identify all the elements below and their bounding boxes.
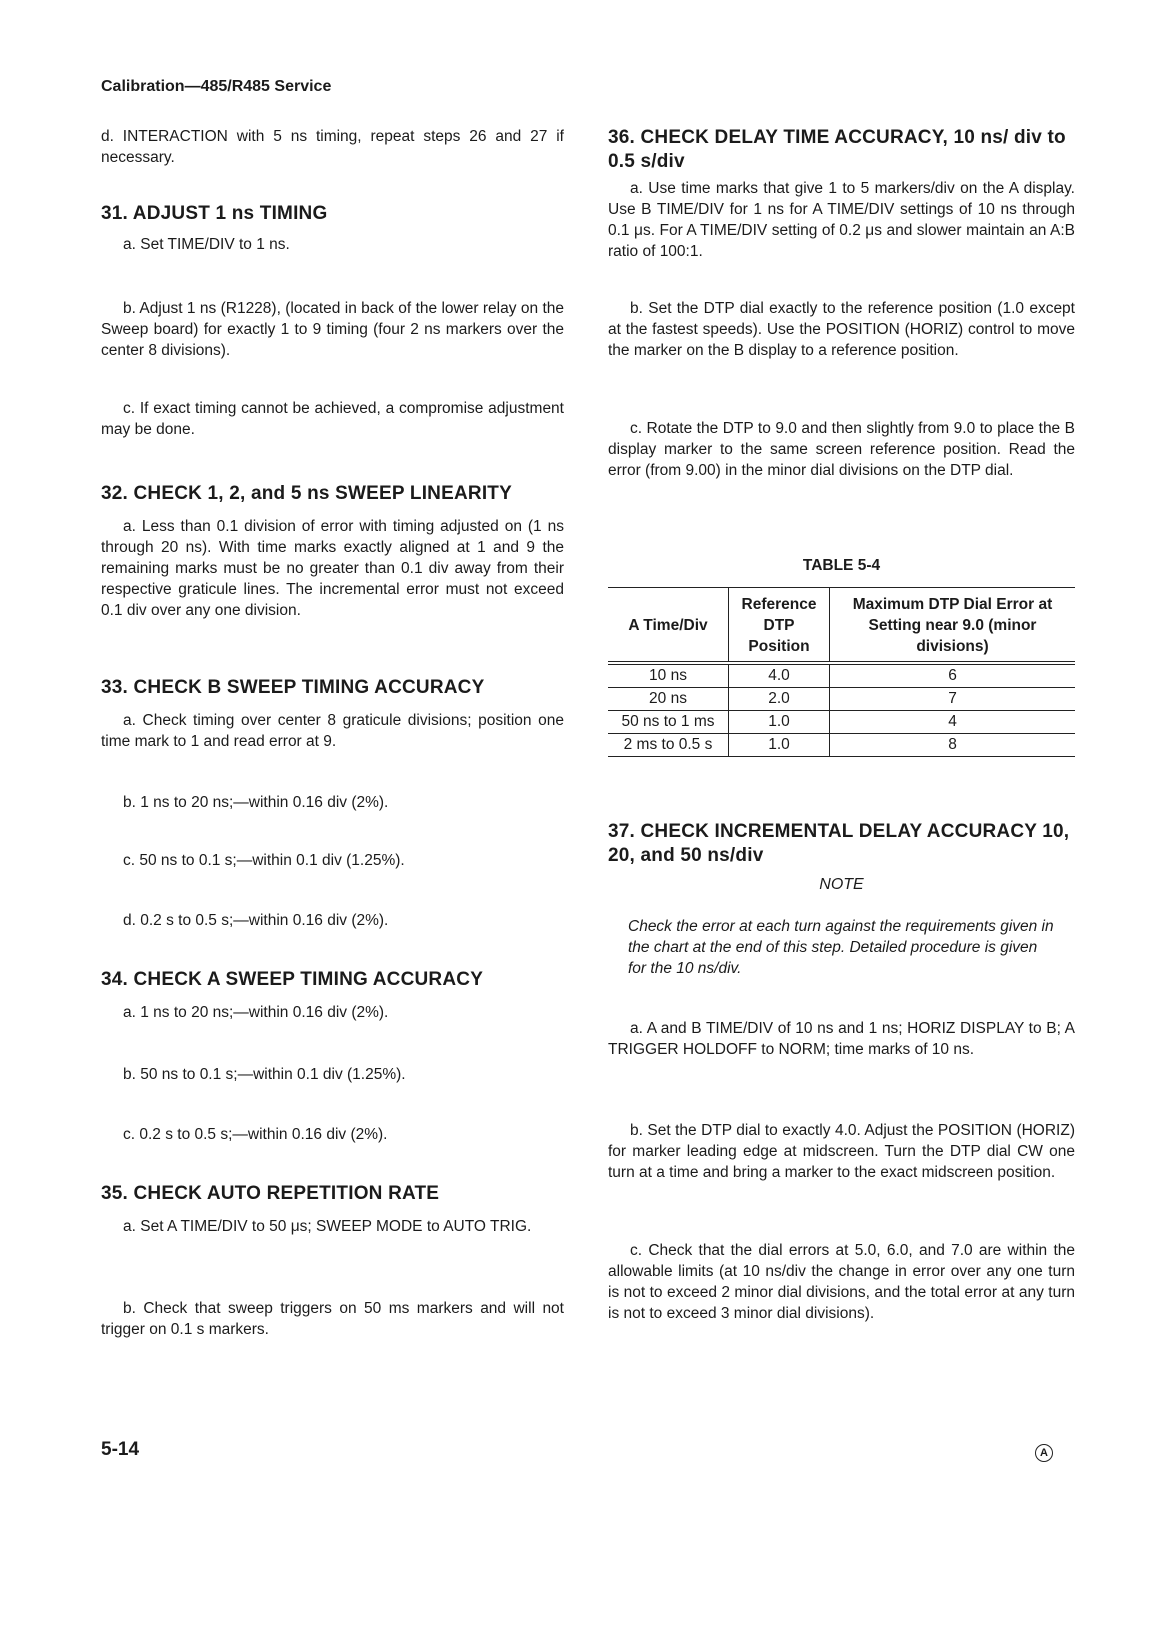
cell-max-error: 8 [830,734,1076,757]
step-31b: b. Adjust 1 ns (R1228), (located in back of the lower relay on the Sweep board) for exactly 1 to 9 timing (four 2 ns markers over the center 8 divisions). [101,300,564,359]
heading-step-34: 34. CHECK A SWEEP TIMING ACCURACY [101,969,484,990]
header-reference-dtp: Reference DTP Position [729,588,830,664]
note-title: NOTE [819,876,864,893]
step-30d: d. INTERACTION with 5 ns timing, repeat steps 26 and 27 if necessary. [101,128,564,166]
cell-a-time-div: 50 ns to 1 ms [608,711,729,734]
cell-a-time-div: 20 ns [608,688,729,711]
cell-reference-dtp: 4.0 [729,663,830,688]
heading-step-32: 32. CHECK 1, 2, and 5 ns SWEEP LINEARITY [101,483,512,504]
step-35a: a. Set A TIME/DIV to 50 μs; SWEEP MODE to AUTO TRIG. [123,1218,532,1235]
step-31c: c. If exact timing cannot be achieved, a compromise adjustment may be done. [101,400,564,438]
step-34c: c. 0.2 s to 0.5 s;—within 0.16 div (2%). [123,1126,388,1143]
step-36c: c. Rotate the DTP to 9.0 and then slightly from 9.0 to place the B display marker to the same screen reference position. Read the error (from 9.00) in the minor dial divisions on the DTP dial. [608,420,1075,479]
table-header-row [608,588,1075,664]
revision-mark: A [1035,1444,1053,1462]
note-body: Check the error at each turn against the requirements given in the chart at the end of this step. Detailed procedure is given for the 10 ns/div. [628,918,1054,977]
step-36b: b. Set the DTP dial exactly to the reference position (1.0 except at the fastest speeds). Use the POSITION (HORIZ) control to move the marker on the B display to a reference position. [608,300,1075,359]
step-33c: c. 50 ns to 0.1 s;—within 0.1 div (1.25%). [123,852,405,869]
table-row [608,688,1075,711]
step-34a: a. 1 ns to 20 ns;—within 0.16 div (2%). [123,1004,389,1021]
step-32a: a. Less than 0.1 division of error with timing adjusted on (1 ns through 20 ns). With time marks exactly aligned at 1 and 9 the remaining marks must be no greater than 0.1 div away from their respective graticule lines. The incremental error must not exceed 0.1 div over any one division. [101,518,564,619]
heading-step-36: 36. CHECK DELAY TIME ACCURACY, 10 ns/ div to 0.5 s/div [608,127,1066,172]
cell-max-error: 6 [830,663,1076,688]
table-5-4 [608,587,1075,757]
step-33b: b. 1 ns to 20 ns;—within 0.16 div (2%). [123,794,389,811]
heading-step-35: 35. CHECK AUTO REPETITION RATE [101,1183,440,1204]
step-34b: b. 50 ns to 0.1 s;—within 0.1 div (1.25%). [123,1066,406,1083]
heading-step-31: 31. ADJUST 1 ns TIMING [101,203,328,224]
step-37b: b. Set the DTP dial to exactly 4.0. Adjust the POSITION (HORIZ) for marker leading edge at midscreen. Turn the DTP dial CW one turn at a time and bring a marker to the exact midscreen position. [608,1122,1075,1181]
cell-max-error: 7 [830,688,1076,711]
cell-a-time-div: 2 ms to 0.5 s [608,734,729,757]
step-33a: a. Check timing over center 8 graticule divisions; position one time mark to 1 and read error at 9. [101,712,564,750]
table-row [608,663,1075,688]
cell-max-error: 4 [830,711,1076,734]
header-a-time-div: A Time/Div [628,617,708,634]
step-36a: a. Use time marks that give 1 to 5 markers/div on the A display. Use B TIME/DIV for 1 ns for A TIME/DIV settings of 10 ns through 0.1 μs. For A TIME/DIV setting of 0.2 μs and slower maintain an A:B ratio of 100:1. [608,180,1075,260]
heading-step-33: 33. CHECK B SWEEP TIMING ACCURACY [101,677,485,698]
step-37a: a. A and B TIME/DIV of 10 ns and 1 ns; HORIZ DISPLAY to B; A TRIGGER HOLDOFF to NORM; time marks of 10 ns. [608,1020,1075,1058]
step-37c: c. Check that the dial errors at 5.0, 6.0, and 7.0 are within the allowable limits (at 10 ns/div the change in error over any one turn is not to exceed 2 minor dial divisions, and the total error at any turn is not to exceed 3 minor dial divisions). [608,1242,1075,1322]
cell-reference-dtp: 1.0 [729,734,830,757]
page-number: 5-14 [101,1439,140,1460]
cell-reference-dtp: 1.0 [729,711,830,734]
cell-a-time-div: 10 ns [608,663,729,688]
header-max-dtp-error: Maximum DTP Dial Error at Setting near 9.0 (minor divisions) [852,596,1053,655]
table-row [608,711,1075,734]
cell-reference-dtp: 2.0 [729,688,830,711]
running-head: Calibration—485/R485 Service [101,78,332,95]
step-31a: a. Set TIME/DIV to 1 ns. [123,236,290,253]
table-row [608,734,1075,757]
step-35b: b. Check that sweep triggers on 50 ms markers and will not trigger on 0.1 s markers. [101,1300,564,1338]
table-title: TABLE 5-4 [802,557,881,574]
heading-step-37: 37. CHECK INCREMENTAL DELAY ACCURACY 10, 20, and 50 ns/div [608,821,1070,866]
step-33d: d. 0.2 s to 0.5 s;—within 0.16 div (2%). [123,912,389,929]
